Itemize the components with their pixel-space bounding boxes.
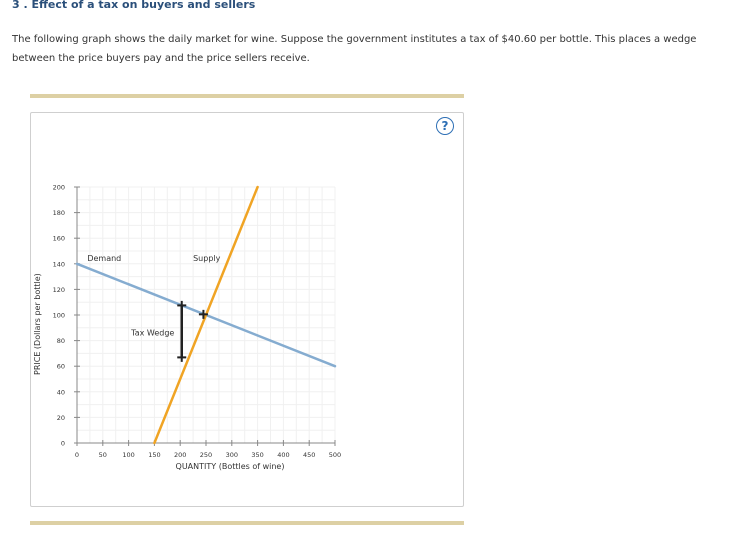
annotation-tax-wedge: Tax Wedge xyxy=(131,328,175,338)
annotation-demand: Demand xyxy=(87,254,122,264)
y-tick-label: 120 xyxy=(52,285,65,294)
y-tick-label: 180 xyxy=(52,209,65,218)
y-tick-label: 40 xyxy=(56,388,65,397)
x-tick-label: 500 xyxy=(328,451,342,459)
y-tick-label: 80 xyxy=(56,337,65,346)
y-tick-label: 20 xyxy=(56,413,65,422)
x-tick-label: 50 xyxy=(98,451,107,459)
x-tick-label: 200 xyxy=(173,451,187,459)
x-tick-label: 450 xyxy=(302,451,316,459)
x-tick-label: 300 xyxy=(225,451,239,459)
question-text: The following graph shows the daily market for wine. Suppose the government institutes a tax of $40.60 per bottle. This places a wedge between the price buyers pay and the price sellers receive. xyxy=(12,34,697,64)
x-tick-label: 0 xyxy=(74,451,80,459)
x-tick-label: 400 xyxy=(277,451,290,459)
y-tick-label: 200 xyxy=(52,183,65,192)
question-title: 3 . Effect of a tax on buyers and sellers xyxy=(12,0,256,11)
bottom-divider xyxy=(30,521,464,525)
help-icon[interactable]: ? xyxy=(436,117,454,135)
x-tick-label: 100 xyxy=(122,451,135,459)
y-tick-label: 160 xyxy=(52,234,65,243)
x-tick-label: 350 xyxy=(251,451,264,459)
y-tick-label: 100 xyxy=(52,311,65,320)
point-marker xyxy=(177,353,186,362)
y-tick-label: 140 xyxy=(52,260,65,269)
y-tick-label: 0 xyxy=(60,439,65,448)
x-tick-label: 250 xyxy=(199,451,213,459)
x-tick-label: 150 xyxy=(148,451,161,459)
y-axis-label: PRICE (Dollars per bottle) xyxy=(33,273,42,375)
tax-wedge xyxy=(178,305,186,357)
x-axis-label: QUANTITY (Bottles of wine) xyxy=(175,462,285,471)
annotation-supply: Supply xyxy=(193,254,221,264)
y-tick-label: 60 xyxy=(56,362,65,371)
